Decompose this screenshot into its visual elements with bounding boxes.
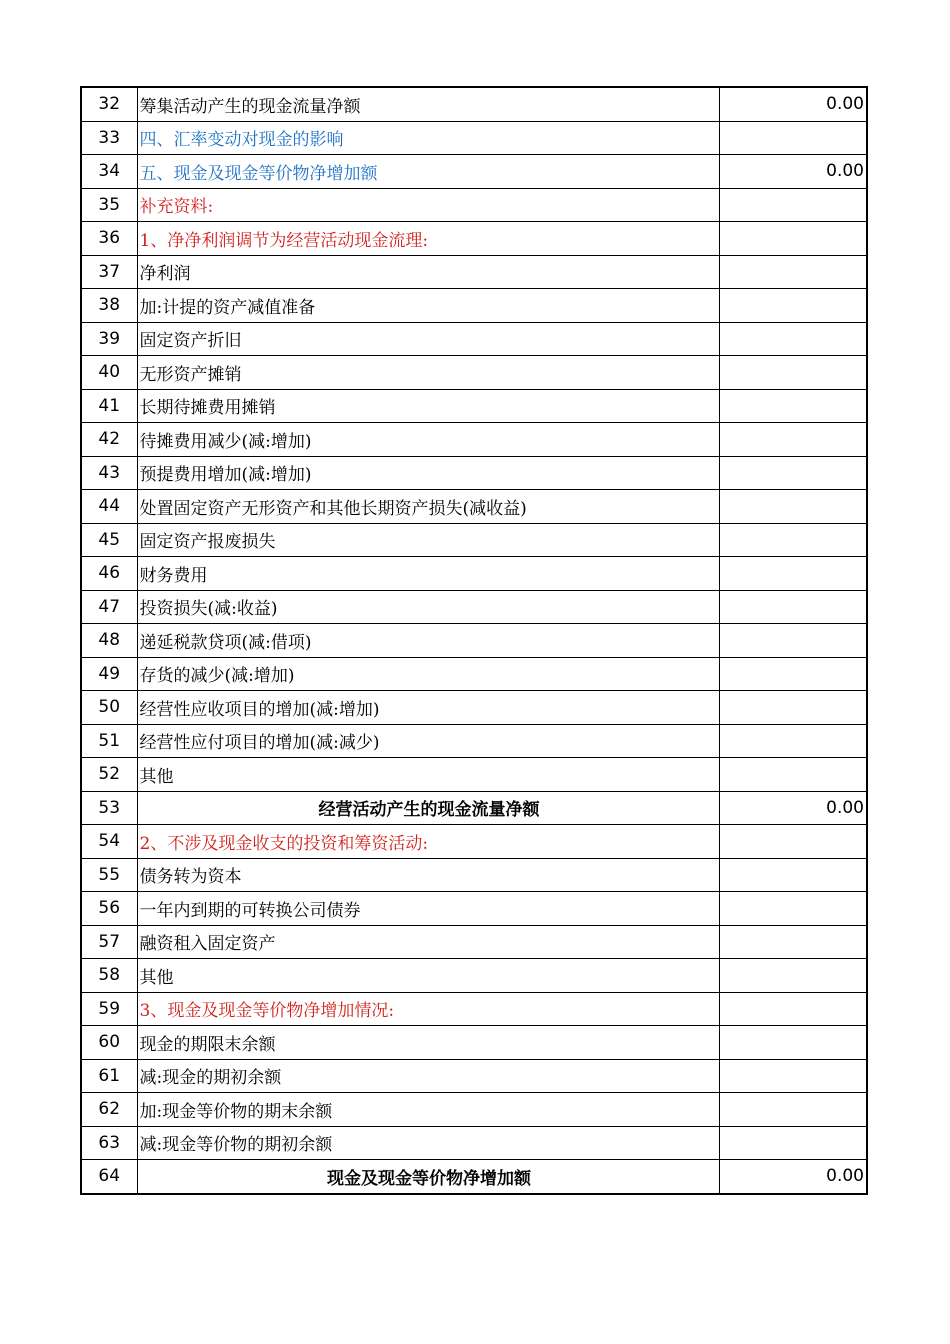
row-amount	[719, 222, 867, 256]
row-number: 40	[81, 356, 137, 390]
table-row	[81, 389, 867, 423]
row-label: 1、净净利润调节为经营活动现金流理:	[137, 222, 719, 256]
table-row	[81, 1059, 867, 1093]
row-label: 预提费用增加(减:增加)	[137, 456, 719, 490]
row-amount	[719, 456, 867, 490]
row-number: 49	[81, 657, 137, 691]
row-amount: 0.00	[719, 791, 867, 825]
row-label: 现金的期限末余额	[137, 1026, 719, 1060]
row-label: 待摊费用减少(减:增加)	[137, 423, 719, 457]
row-label: 递延税款贷项(减:借项)	[137, 624, 719, 658]
table-row	[81, 1126, 867, 1160]
row-amount	[719, 1093, 867, 1127]
row-amount	[719, 992, 867, 1026]
row-amount	[719, 925, 867, 959]
row-label: 五、现金及现金等价物净增加额	[137, 155, 719, 189]
table-row	[81, 322, 867, 356]
row-number: 58	[81, 959, 137, 993]
table-row	[81, 523, 867, 557]
table-row	[81, 87, 867, 121]
row-label: 经营活动产生的现金流量净额	[137, 791, 719, 825]
row-label: 存货的减少(减:增加)	[137, 657, 719, 691]
row-number: 35	[81, 188, 137, 222]
table-row	[81, 657, 867, 691]
row-label: 无形资产摊销	[137, 356, 719, 390]
table-row	[81, 858, 867, 892]
row-number: 56	[81, 892, 137, 926]
row-amount	[719, 1026, 867, 1060]
row-amount	[719, 657, 867, 691]
table-row	[81, 959, 867, 993]
row-label: 加:计提的资产减值准备	[137, 289, 719, 323]
table-row	[81, 1026, 867, 1060]
row-amount	[719, 423, 867, 457]
row-number: 64	[81, 1160, 137, 1194]
table-row	[81, 1093, 867, 1127]
table-row	[81, 758, 867, 792]
table-row	[81, 255, 867, 289]
row-amount: 0.00	[719, 1160, 867, 1194]
row-amount	[719, 255, 867, 289]
table-row	[81, 1160, 867, 1194]
row-label: 融资租入固定资产	[137, 925, 719, 959]
row-number: 52	[81, 758, 137, 792]
row-amount	[719, 289, 867, 323]
row-amount	[719, 1059, 867, 1093]
table-row	[81, 423, 867, 457]
row-amount	[719, 188, 867, 222]
row-amount	[719, 557, 867, 591]
row-number: 33	[81, 121, 137, 155]
row-amount	[719, 590, 867, 624]
row-number: 44	[81, 490, 137, 524]
row-amount	[719, 121, 867, 155]
row-number: 32	[81, 87, 137, 121]
table-row	[81, 356, 867, 390]
table-row	[81, 557, 867, 591]
row-amount	[719, 523, 867, 557]
row-label: 筹集活动产生的现金流量净额	[137, 87, 719, 121]
row-amount	[719, 691, 867, 725]
row-number: 54	[81, 825, 137, 859]
row-label: 长期待摊费用摊销	[137, 389, 719, 423]
row-amount	[719, 1126, 867, 1160]
table-row	[81, 490, 867, 524]
row-number: 57	[81, 925, 137, 959]
row-number: 47	[81, 590, 137, 624]
row-label: 2、不涉及现金收支的投资和筹资活动:	[137, 825, 719, 859]
row-label: 其他	[137, 758, 719, 792]
row-label: 减:现金的期初余额	[137, 1059, 719, 1093]
row-number: 62	[81, 1093, 137, 1127]
row-label: 3、现金及现金等价物净增加情况:	[137, 992, 719, 1026]
table-row	[81, 892, 867, 926]
row-amount	[719, 724, 867, 758]
cash-flow-table	[80, 86, 868, 1195]
table-row	[81, 289, 867, 323]
row-number: 46	[81, 557, 137, 591]
row-amount	[719, 322, 867, 356]
table-row	[81, 456, 867, 490]
table-row	[81, 590, 867, 624]
row-label: 加:现金等价物的期末余额	[137, 1093, 719, 1127]
row-label: 固定资产折旧	[137, 322, 719, 356]
row-label: 财务费用	[137, 557, 719, 591]
row-label: 债务转为资本	[137, 858, 719, 892]
table-row	[81, 724, 867, 758]
row-amount	[719, 825, 867, 859]
row-amount	[719, 624, 867, 658]
row-label: 补充资料:	[137, 188, 719, 222]
table-row	[81, 222, 867, 256]
row-label: 四、汇率变动对现金的影响	[137, 121, 719, 155]
row-amount	[719, 892, 867, 926]
row-label: 其他	[137, 959, 719, 993]
row-label: 固定资产报废损失	[137, 523, 719, 557]
row-number: 51	[81, 724, 137, 758]
row-label: 经营性应收项目的增加(减:增加)	[137, 691, 719, 725]
row-number: 43	[81, 456, 137, 490]
row-number: 55	[81, 858, 137, 892]
row-amount	[719, 858, 867, 892]
table-row	[81, 624, 867, 658]
row-amount: 0.00	[719, 87, 867, 121]
row-label: 减:现金等价物的期初余额	[137, 1126, 719, 1160]
table-row	[81, 691, 867, 725]
row-label: 现金及现金等价物净增加额	[137, 1160, 719, 1194]
row-amount	[719, 389, 867, 423]
row-amount	[719, 490, 867, 524]
row-number: 53	[81, 791, 137, 825]
row-amount: 0.00	[719, 155, 867, 189]
table-row	[81, 791, 867, 825]
row-number: 48	[81, 624, 137, 658]
row-label: 一年内到期的可转换公司债券	[137, 892, 719, 926]
row-label: 处置固定资产无形资产和其他长期资产损失(减收益)	[137, 490, 719, 524]
row-number: 50	[81, 691, 137, 725]
row-number: 34	[81, 155, 137, 189]
row-amount	[719, 356, 867, 390]
row-number: 39	[81, 322, 137, 356]
table-row	[81, 925, 867, 959]
row-amount	[719, 758, 867, 792]
row-label: 经营性应付项目的增加(减:减少)	[137, 724, 719, 758]
row-number: 63	[81, 1126, 137, 1160]
table-row	[81, 825, 867, 859]
row-number: 38	[81, 289, 137, 323]
row-number: 42	[81, 423, 137, 457]
row-number: 36	[81, 222, 137, 256]
row-label: 投资损失(减:收益)	[137, 590, 719, 624]
row-number: 60	[81, 1026, 137, 1060]
table-row	[81, 188, 867, 222]
row-number: 37	[81, 255, 137, 289]
row-number: 61	[81, 1059, 137, 1093]
row-number: 59	[81, 992, 137, 1026]
row-number: 41	[81, 389, 137, 423]
row-number: 45	[81, 523, 137, 557]
row-label: 净利润	[137, 255, 719, 289]
table-row	[81, 155, 867, 189]
table-body	[81, 87, 867, 1194]
table-row	[81, 992, 867, 1026]
row-amount	[719, 959, 867, 993]
table-row	[81, 121, 867, 155]
